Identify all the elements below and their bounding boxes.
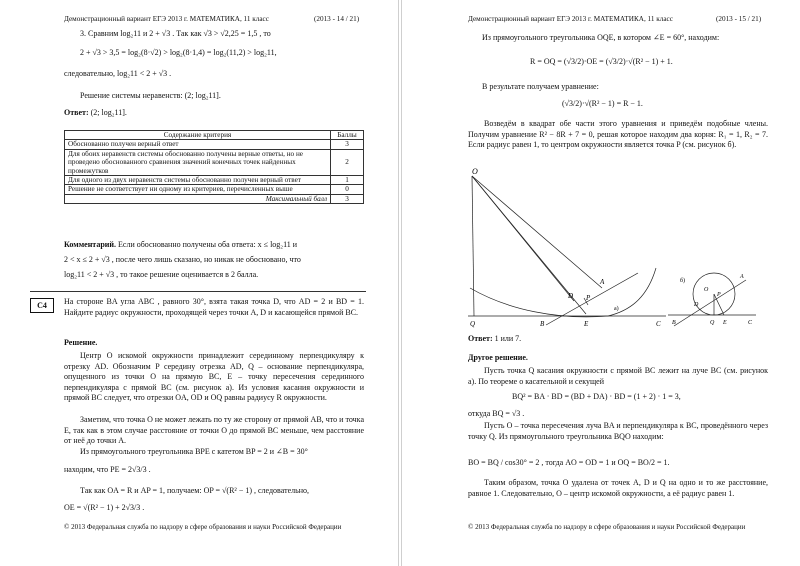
figure-b: [668, 262, 758, 332]
task-number-badge: С4: [30, 298, 54, 313]
table-row: [65, 176, 364, 185]
figure-a-lines: [468, 176, 666, 325]
formula-line: R = OQ = (√3/2)·OE = (√3/2)·√(R² − 1) + 1.: [530, 57, 673, 66]
page-number: (2013 - 15 / 21): [716, 15, 762, 23]
criteria-table: [64, 130, 364, 204]
text-line: Из прямоугольного треугольника OQE, в котором ∠E = 60°, находим:: [482, 33, 720, 42]
page-footer: © 2013 Федеральная служба по надзору в сфере образования и науки Российской Федерации: [64, 523, 342, 531]
table-header-score: Баллы: [331, 131, 364, 140]
max-score-label: Максимальный балл: [65, 194, 331, 203]
criterion-text: Для обоих неравенств системы обоснованно получены верные ответы, но не проведено обоснованного сравнения значений конечных точек найденных промежутков: [65, 149, 331, 175]
text-line: следовательно, log₂11 < 2 + √3 .: [64, 69, 172, 78]
solution-line: Из прямоугольного треугольника BPE с катетом BP = 2 и ∠B = 30°: [80, 447, 308, 456]
header-title: Демонстрационный вариант ЕГЭ 2013 г. МАТЕМАТИКА, 11 класс: [468, 15, 673, 23]
label-p: P: [717, 292, 721, 298]
header-title: Демонстрационный вариант ЕГЭ 2013 г. МАТЕМАТИКА, 11 класс: [64, 15, 269, 23]
solution-heading: Решение.: [64, 338, 98, 347]
text-paragraph: Пусть O – точка пересечения луча BA и перпендикуляра к BC, проведённого через точку Q. Из прямоугольного треугольника BQO находим:: [468, 421, 768, 441]
label-b: B: [540, 320, 545, 328]
solution-line: OE = √(R² − 1) + 2√3/3 .: [64, 503, 145, 512]
label-q: Q: [710, 320, 715, 326]
table-row: [65, 185, 364, 194]
segment-oa: [472, 176, 602, 288]
section-divider: [30, 291, 366, 292]
figure-a-caption: а): [614, 306, 619, 312]
formula-line: (√3/2)·√(R² − 1) = R − 1.: [562, 99, 643, 108]
figure-b-caption: б): [680, 278, 686, 284]
label-q: Q: [470, 320, 476, 328]
line-ba: [546, 273, 638, 325]
text-line: Решение системы неравенств: (2; log₂11].: [80, 91, 221, 100]
criterion-text: Для одного из двух неравенств системы обоснованно получен верный ответ: [65, 176, 331, 185]
label-c: C: [656, 320, 661, 328]
page-footer: © 2013 Федеральная служба по надзору в сфере образования и науки Российской Федерации: [468, 523, 746, 531]
page-header: [468, 15, 762, 23]
label-a: A: [740, 274, 744, 280]
solution-paragraph: Центр O искомой окружности принадлежит серединному перпендикуляру к отрезку AD. Обозначим P середину отрезка AD, Q – основание перпендикуляра, опущенного из точки O на прямую BC, E – точку пересечения серединного перпендикуляра с прямой BC (см. рисунок а). Из условия касания окружности и прямой BC следует, что отрезки OA, OD и OQ равны радиусу R окружности.: [64, 351, 364, 402]
label-b: B: [672, 320, 676, 326]
text-paragraph: Таким образом, точка O удалена от точек A, D и Q на одно и то же расстояние, равное 1. Следовательно, O – центр искомой окружности, а её радиус равен 1.: [468, 478, 768, 498]
table-row: [65, 194, 364, 203]
answer-label: Ответ:: [468, 334, 493, 343]
other-solution-heading: Другое решение.: [468, 353, 528, 362]
criterion-score: 2: [331, 149, 364, 175]
answer-line: [64, 108, 127, 118]
text-line: 2 + √3 > 3,5 = log₂(8·√2) > log₂(8·1,4) = log₂(11,2) > log₂11,: [80, 48, 277, 57]
comment-label: Комментарий.: [64, 240, 117, 249]
table-header-content: Содержание критерия: [65, 131, 331, 140]
max-score-value: 3: [331, 194, 364, 203]
criterion-score: 0: [331, 185, 364, 194]
label-d: D: [568, 292, 574, 300]
table-row: [65, 140, 364, 149]
label-a: A: [600, 278, 605, 286]
formula-line: BO = BQ / cos30° = 2 , тогда AO = OD = 1 и OQ = BO/2 = 1.: [468, 458, 670, 467]
solution-paragraph: Заметим, что точка O не может лежать по ту же сторону от прямой AB, что и точка E, так как в этом случае расстояние от точки O до прямой BC меньше, чем расстояние от неё до точки A.: [64, 415, 364, 445]
criterion-text: Обоснованно получен верный ответ: [65, 140, 331, 149]
label-d: D: [694, 302, 699, 308]
text-paragraph: Пусть точка Q касания окружности с прямой BC лежит на луче BC (см. рисунок а). По теореме о касательной и секущей: [468, 366, 768, 386]
right-page: [401, 0, 800, 566]
comment-line: log₂11 < 2 + √3 , то такое решение оценивается в 2 балла.: [64, 270, 259, 279]
problem-statement: На стороне BA угла ABC , равного 30°, взята такая точка D, что AD = 2 и BD = 1. Найдите радиус окружности, проходящей через точки A, D и касающейся прямой BC.: [64, 297, 364, 317]
label-p: P: [586, 294, 591, 302]
label-e: E: [584, 320, 589, 328]
label-o: O: [472, 167, 478, 176]
criterion-score: 1: [331, 176, 364, 185]
comment-text: Если обоснованно получены оба ответа: x ≤ log₂11 и: [118, 240, 298, 249]
text-line: откуда BQ = √3 .: [468, 409, 525, 418]
label-c: C: [748, 320, 753, 326]
formula-line: BQ² = BA · BD = (BD + DA) · BD = (1 + 2) · 1 = 3,: [512, 392, 681, 401]
solution-line: находим, что PE = 2√3/3 .: [64, 465, 151, 474]
answer-line: [468, 334, 521, 344]
label-o: O: [704, 287, 709, 293]
text-paragraph: Возведём в квадрат обе части этого уравнения и приведём подобные члены. Получим уравнение R² − 8R + 7 = 0, решая которое находим два корня: R₁ = 1, R₂ = 7. Если радиус равен 1, то центром окружности является точка P (см. рисунок б).: [468, 119, 768, 149]
table-header-row: [65, 131, 364, 140]
comment-line: [64, 240, 364, 251]
left-page: [0, 0, 399, 566]
table-row: [65, 149, 364, 175]
segment-oq: [472, 176, 474, 316]
answer-value: (2; log₂11].: [90, 108, 127, 117]
text-line: 3. Сравним log₂11 и 2 + √3 . Так как √3 > √2,25 = 1,5 , то: [80, 29, 271, 38]
comment-line: 2 < x ≤ 2 + √3 , после чего лишь сказано, но никак не обосновано, что: [64, 255, 301, 264]
answer-value: 1 или 7.: [494, 334, 522, 343]
circle-arc: [470, 268, 656, 317]
label-e: E: [723, 320, 727, 326]
criterion-text: Решение не соответствует ни одному из критериев, перечисленных выше: [65, 185, 331, 194]
answer-label: Ответ:: [64, 108, 89, 117]
figure-a: [468, 160, 668, 330]
text-line: В результате получаем уравнение:: [482, 82, 599, 91]
page-number: (2013 - 14 / 21): [314, 15, 360, 23]
page-header: [64, 15, 360, 23]
solution-line: Так как OA = R и AP = 1, получаем: OP = √(R² − 1) , следовательно,: [80, 486, 310, 495]
criterion-score: 3: [331, 140, 364, 149]
